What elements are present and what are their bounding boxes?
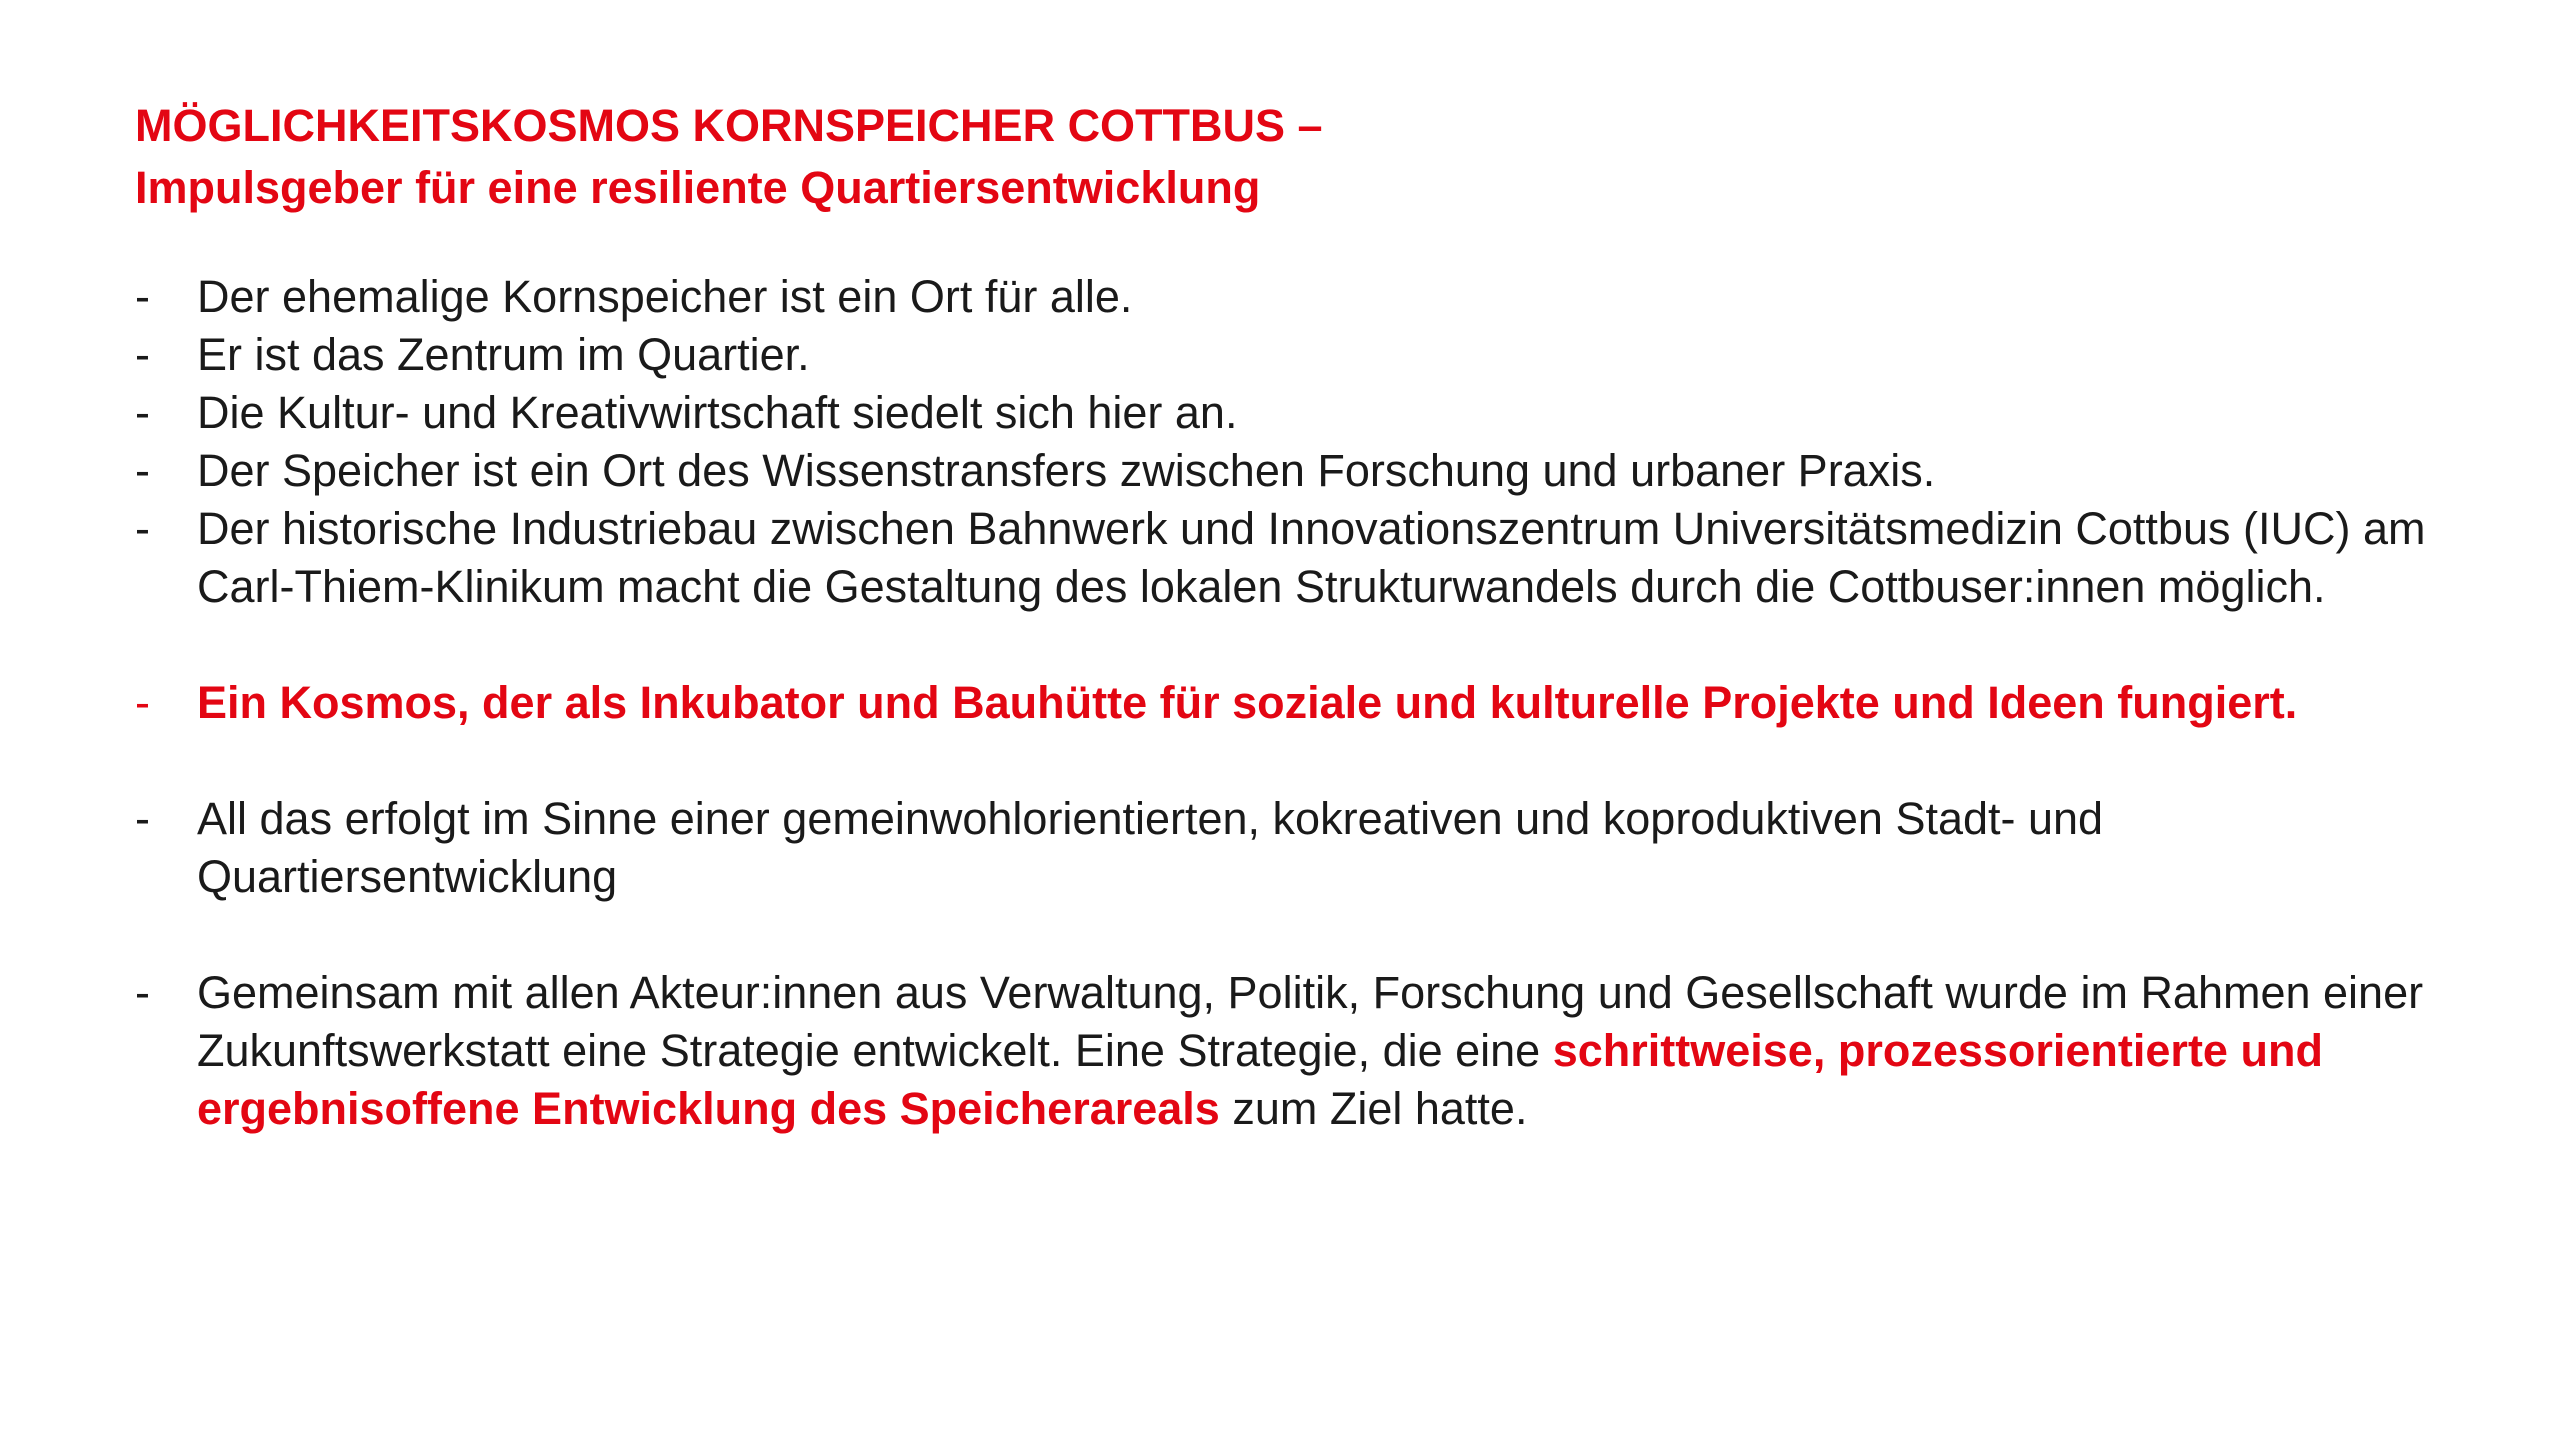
bullet-text: All das erfolgt im Sinne einer gemeinwohlorientierten, kokreativen und koproduktiven Stadt- und Quartiersentwicklung — [197, 793, 2104, 902]
bullet-dash: - — [135, 329, 150, 380]
bullet-text: Der historische Industriebau zwischen Bahnwerk und Innovationszentrum Universitätsmedizin Cottbus (IUC) am Carl-Thiem-Klinikum macht die Gestaltung des lokalen Strukturwandels durch die Cottbuser:innen möglich. — [197, 503, 2426, 612]
slide-title — [135, 95, 2435, 219]
bullet-item — [135, 326, 2515, 384]
bullet-text: Der ehemalige Kornspeicher ist ein Ort für alle. — [197, 271, 1133, 322]
bullet-text — [197, 967, 2423, 1134]
bullet-dash: - — [135, 271, 150, 322]
title-line-1: MÖGLICHKEITSKOSMOS KORNSPEICHER COTTBUS – — [135, 100, 1323, 151]
bullet-item — [135, 442, 2515, 500]
spacer — [135, 732, 2515, 790]
bullet-item-highlight — [135, 674, 2515, 732]
bullet-dash: - — [135, 387, 150, 438]
bullet-item — [135, 268, 2515, 326]
bullet-item — [135, 384, 2515, 442]
bullet-dash: - — [135, 503, 150, 554]
bullet-dash: - — [135, 445, 150, 496]
title-line-2: Impulsgeber für eine resiliente Quartiersentwicklung — [135, 162, 1261, 213]
bullet-item — [135, 500, 2515, 616]
bullet-text: Der Speicher ist ein Ort des Wissenstransfers zwischen Forschung und urbaner Praxis. — [197, 445, 1936, 496]
bullet-item — [135, 790, 2515, 906]
bullet-text: Die Kultur- und Kreativwirtschaft siedelt sich hier an. — [197, 387, 1238, 438]
bullet-text-part1: Gemeinsam mit allen Akteur:innen aus Verwaltung, Politik, Forschung und Gesellschaft wurde im Rahmen einer Zukunftswerkstatt eine Strategie entwickelt. Eine Strategie, die eine — [197, 967, 2424, 1076]
bullet-dash: - — [135, 677, 150, 728]
bullet-text-part2: zum Ziel hatte. — [1219, 1083, 1528, 1134]
bullet-text: Er ist das Zentrum im Quartier. — [197, 329, 810, 380]
bullet-item — [135, 964, 2515, 1138]
spacer — [135, 906, 2515, 964]
bullet-text-highlight: Ein Kosmos, der als Inkubator und Bauhütte für soziale und kulturelle Projekte und Ideen fungiert. — [197, 677, 2298, 728]
bullet-dash: - — [135, 793, 150, 844]
bullet-text-emphasis: schrittweise, prozessorientierte und ergebnisoffene Entwicklung des Speicherareals — [197, 1025, 2323, 1134]
bullet-list — [135, 268, 2515, 1138]
spacer — [135, 616, 2515, 674]
bullet-dash: - — [135, 967, 150, 1018]
